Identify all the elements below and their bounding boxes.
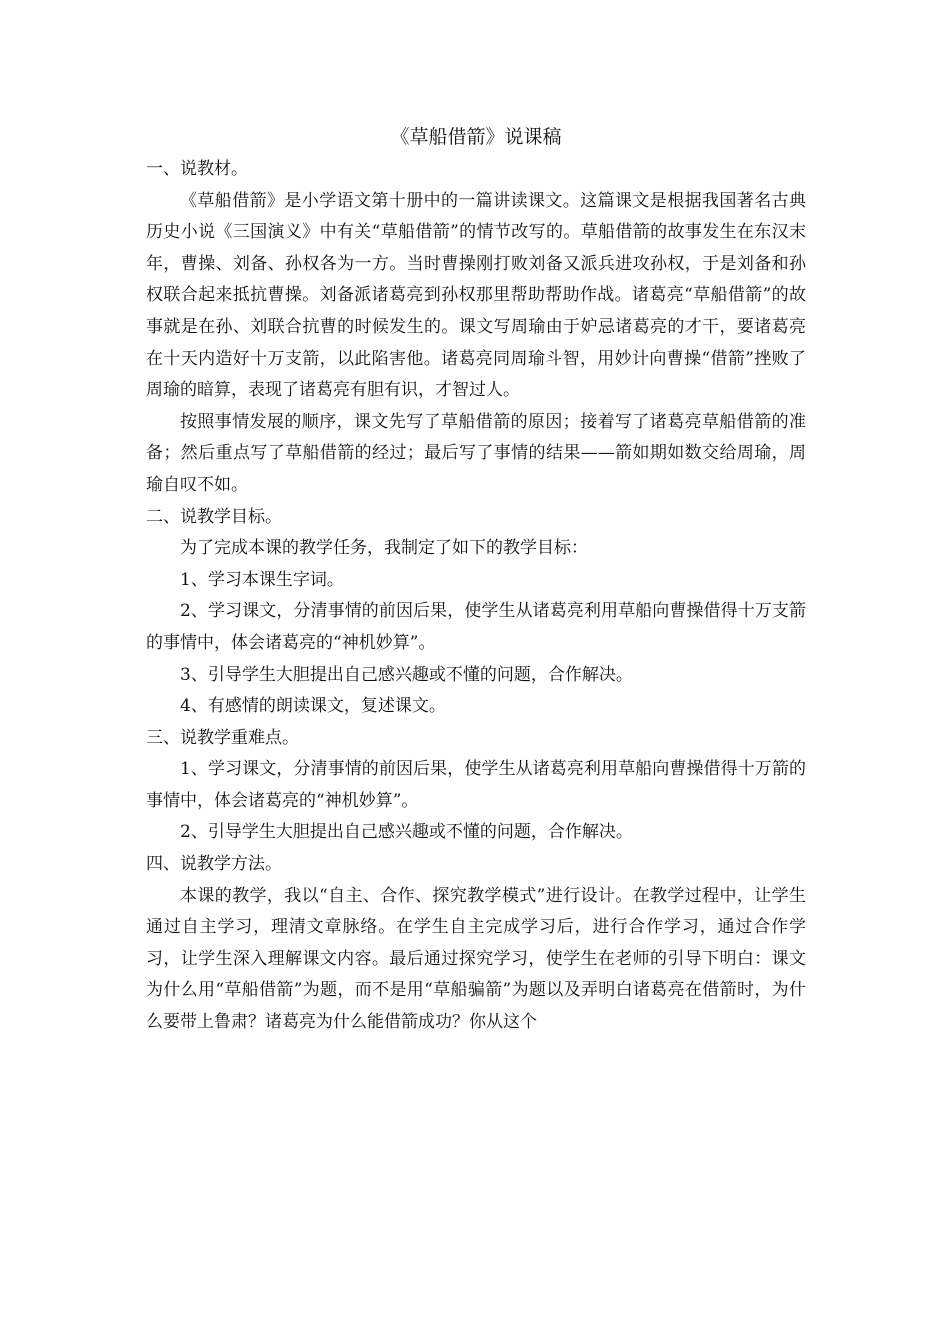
paragraph: 为了完成本课的教学任务，我制定了如下的教学目标：: [180, 538, 588, 559]
list-item: 4、有感情的朗读课文，复述课文。: [180, 696, 446, 717]
list-item: 2、学习课文，分清事情的前因后果，使学生从诸葛亮利用草船向曹操借得十万支箭的事情中，体会诸葛亮的“神机妙算”。: [146, 601, 806, 653]
section-heading: 三、说教学重难点。: [146, 727, 299, 748]
document-title: 《草船借箭》说课稿: [390, 126, 562, 148]
list-item: 1、学习课文，分清事情的前因后果，使学生从诸葛亮利用草船向曹操借得十万箭的事情中，体会诸葛亮的“神机妙算”。: [146, 759, 806, 811]
list-item: 1、学习本课生字词。: [180, 569, 344, 590]
section-heading: 二、说教学目标。: [146, 506, 282, 527]
list-item: 3、引导学生大胆提出自己感兴趣或不懂的问题，合作解决。: [180, 664, 633, 685]
paragraph: 本课的教学，我以“自主、合作、探究教学模式”进行设计。在教学过程中，让学生通过自主学习，理清文章脉络。在学生自主完成学习后，进行合作学习，通过合作学习，让学生深入理解课文内容。最后通过探究学习，使学生在老师的引导下明白：课文为什么用“草船借箭”为题，而不是用“草船骗箭”为题以及弄明白诸葛亮在借箭时，为什么要带上鲁肃？诸葛亮为什么能借箭成功？你从这个: [146, 885, 806, 1033]
document-page: [146, 120, 806, 1039]
section-heading: 四、说教学方法。: [146, 854, 282, 875]
section-heading: 一、说教材。: [146, 159, 248, 179]
paragraph: 《草船借箭》是小学语文第十册中的一篇讲读课文。这篇课文是根据我国著名古典历史小说《三国演义》中有关“草船借箭”的情节改写的。草船借箭的故事发生在东汉末年，曹操、刘备、孙权各为一方。当时曹操刚打败刘备又派兵进攻孙权，于是刘备和孙权联合起来抵抗曹操。刘备派诸葛亮到孙权那里帮助帮助作战。诸葛亮“草船借箭”的故事就是在孙、刘联合抗曹的时候发生的。课文写周瑜由于妒忌诸葛亮的才干，要诸葛亮在十天内造好十万支箭，以此陷害他。诸葛亮同周瑜斗智，用妙计向曹操“借箭”挫败了周瑜的暗算，表现了诸葛亮有胆有识，才智过人。: [146, 190, 806, 401]
list-item: 2、引导学生大胆提出自己感兴趣或不懂的问题，合作解决。: [180, 822, 633, 843]
paragraph: 按照事情发展的顺序，课文先写了草船借箭的原因；接着写了诸葛亮草船借箭的准备；然后重点写了草船借箭的经过；最后写了事情的结果——箭如期如数交给周瑜，周瑜自叹不如。: [146, 411, 806, 495]
